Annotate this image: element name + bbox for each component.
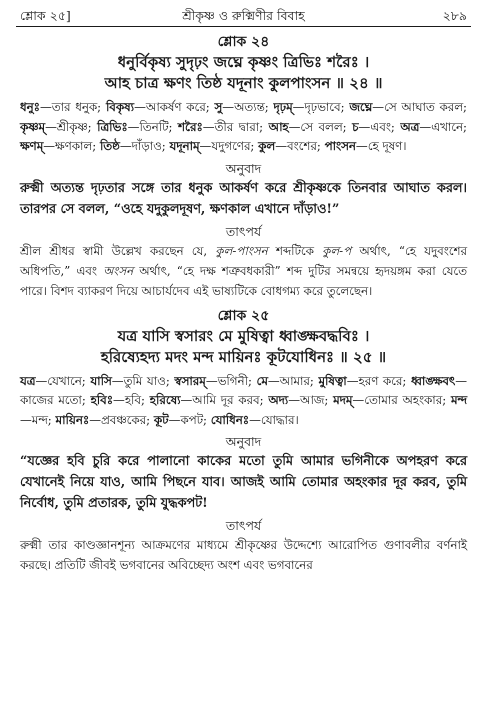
synonym-meaning: শ্রীকৃষ্ণ; (56, 119, 98, 134)
shloka-25-purport-label: তাৎপর্য (225, 518, 262, 533)
purport-term: কুল-পাংসন (215, 243, 268, 258)
synonym-term: পাংসন (324, 139, 356, 153)
synonym-term: মন্দ (450, 393, 467, 407)
synonym-meaning: কপট; (180, 412, 211, 427)
shloka-25-verse-line-1: যত্র যাসি স্বসারং মে মুষিত্বা ধ্বাঙ্ক্ষবদ্ধবিঃ । (117, 326, 370, 345)
purport-term: কুল-প (322, 243, 352, 258)
synonym-meaning: ভগিনী; (217, 373, 257, 388)
synonym-meaning: দৃঢ়ভাবে; (304, 100, 350, 114)
synonym-meaning: যদুগণের; (211, 139, 259, 153)
synonym-term: শরৈঃ (178, 119, 203, 134)
synonym-meaning: সে আঘাত করল; (384, 100, 467, 114)
shloka-24-synonyms: ধনুঃ—তার ধনুক; বিকৃষ্য—আকর্ষণ করে; সু—অত্যন্ত; দৃঢ়ম্—দৃঢ়ভাবে; জঘ্নে—সে আঘাত করল; কৃষ্ণম্—শ্রীকৃষ্ণ; ত্রিভিঃ—তিনটি; শরৈঃ—তীর দ্বারা; আহ—সে বলল; চ—এবং; অত্র—এখানে; ক্ষণম্—ক্ষণকাল; তিষ্ঠ—দাঁড়াও; যদূনাম্—যদুগণের; কুল—বংশের; পাংসন—হে দূষণ। (20, 100, 468, 153)
synonym-term: মায়িনঃ (55, 412, 90, 427)
synonym-term: স্বসারম্ (174, 373, 206, 388)
synonym-meaning: এখানে; (431, 119, 468, 134)
synonym-meaning: আকর্ষণ করে; (145, 100, 215, 114)
shloka-24-purport (20, 241, 467, 301)
synonym-term: আহ (268, 119, 289, 134)
synonym-meaning: এবং; (370, 119, 401, 134)
synonym-meaning: আজ; (300, 393, 334, 407)
synonym-term: ধ্বাঙ্ক্ষবৎ (410, 373, 456, 388)
synonym-term: যত্র (20, 373, 36, 388)
purport-text: শব্দটিকে (267, 243, 323, 258)
synonym-term: কৃষ্ণম্ (20, 119, 46, 134)
synonym-meaning: তোমার অহংকার; (364, 393, 451, 407)
synonym-meaning: হে দূষণ। (367, 139, 407, 153)
synonym-meaning: বংশের; (287, 139, 325, 153)
purport-text: শ্রীল শ্রীধর স্বামী উল্লেখ করছেন যে, (20, 243, 216, 258)
synonym-meaning: যেখানে; (47, 373, 91, 388)
shloka-25-verse-line-2: হরিষ্যেহদ্য মদং মন্দ মায়িনঃ কূটযোধিনঃ ॥ ২৫ ॥ (100, 347, 387, 366)
shloka-24-purport-label: তাৎপর্য (225, 223, 262, 239)
synonym-meaning: আমার; (279, 373, 319, 388)
synonym-term: তিষ্ঠ (99, 139, 120, 153)
synonym-meaning: সে বলল; (300, 119, 353, 134)
synonym-term: যোধিনঃ (210, 412, 250, 427)
synonym-term: হবিঃ (90, 393, 114, 407)
synonym-meaning: তার ধনুক; (51, 100, 106, 114)
shloka-25-title: শ্লোক ২৫ (217, 307, 270, 324)
synonym-term: যদূনাম্ (169, 139, 200, 153)
shloka-24-verse-line-2: আহ চাত্র ক্ষণং তিষ্ঠ যদূনাং কুলপাংসন ॥ ২৪ ॥ (104, 74, 383, 92)
synonym-meaning: তীর দ্বারা; (214, 119, 269, 134)
shloka-24-translation: রুক্মী অত্যন্ত দৃঢ়তার সঙ্গে তার ধনুক আকর্ষণ করে শ্রীকৃষ্ণকে তিনবার আঘাত করল। তারপর সে বলল, “ওহে যদুকুলদূষণ, ক্ষণকাল এখানে দাঁড়াও!” (20, 180, 467, 217)
running-header (16, 6, 471, 27)
synonym-meaning: মন্দ; (31, 412, 56, 427)
synonym-meaning: যোদ্ধার। (260, 412, 299, 427)
synonym-meaning: তিনটি; (139, 119, 179, 134)
synonym-term: কুল (258, 139, 276, 153)
shloka-24-verse-line-1: ধনুর্বিকৃষ্য সুদৃঢ়ং জঘ্নে কৃষ্ণং ত্রিভিঃ শরৈঃ । (117, 53, 370, 71)
synonym-meaning: হরণ করে; (358, 373, 411, 388)
purport-text: অর্থাৎ, “হে দক্ষ শত্রুবধকারী” শব্দ দুটির সমন্বয়ে হৃদয়ঙ্গম করা যেতে পারে। বিশদ ব্যাকরণ দিয়ে আচার্যদেব এই ভাষ্যটিকে বোধগম্য করে তুলেছেন। (20, 263, 467, 298)
shloka-24-title: শ্লোক ২৪ (217, 34, 270, 50)
synonym-meaning: অত্যন্ত; (234, 100, 274, 114)
page-number: ২৮৯ (442, 8, 467, 23)
synonym-term: চ (352, 119, 359, 134)
synonym-meaning: আমি দূর করব; (192, 393, 269, 407)
synonym-term: ক্ষণম্ (20, 139, 44, 153)
synonym-term: অত্র (400, 119, 420, 134)
synonym-term: যাসি (90, 373, 112, 388)
synonym-meaning: তুমি যাও; (123, 373, 175, 388)
synonym-term: বিকৃষ্য (105, 100, 135, 114)
shloka-25-purport: রুক্মী তার কাণ্ডজ্ঞানশূন্য আক্রমণের মাধ্যমে শ্রীকৃষ্ণের উদ্দেশ্যে আরোপিত গুণাবলীর বর্ণনাই করছে। প্রতিটি জীবই ভগবানের অবিচ্ছেদ্য অংশ এবং ভগবানের (20, 538, 467, 572)
synonym-meaning: ক্ষণকাল; (55, 139, 100, 153)
synonym-term: সু (214, 100, 223, 114)
synonym-term: কূট (153, 412, 169, 427)
synonym-term: ধনুঃ (20, 100, 40, 114)
synonym-term: মুষিত্বা (318, 373, 347, 388)
synonym-term: ত্রিভিঃ (97, 119, 128, 134)
synonym-term: দৃঢ়ম্ (273, 100, 293, 114)
synonym-term: জঘ্নে (349, 100, 373, 114)
shloka-25-translation-label: অনুবাদ (225, 434, 262, 449)
synonym-term: মদম্ (333, 393, 353, 407)
synonym-meaning: হবি; (124, 393, 150, 407)
header-verse-ref: শ্লোক ২৫] (20, 8, 71, 23)
synonym-meaning: কাজের মতো; (20, 393, 91, 407)
synonym-meaning: প্রবঞ্চকের; (100, 412, 154, 427)
shloka-25-translation: “যজ্ঞের হবি চুরি করে পালানো কাকের মতো তুমি আমার ভগিনীকে অপহরণ করে যেখানেই নিয়ে যাও, আমি পিছনে যাব। আজই আমি তোমার অহংকার দূর করব, তুমি নির্বোধ, তুমি প্রতারক, তুমি যুদ্ধকপট! (20, 454, 467, 511)
synonym-meaning: দাঁড়াও; (131, 139, 170, 153)
purport-text: অর্থাৎ, “হে যদুবংশের অধিপতি,” এবং (20, 243, 467, 278)
synonym-term: মে (256, 373, 268, 388)
shloka-25-synonyms: যত্র—যেখানে; যাসি—তুমি যাও; স্বসারম্—ভগিনী; মে—আমার; মুষিত্বা—হরণ করে; ধ্বাঙ্ক্ষবৎ—কাজের মতো; হবিঃ—হবি; হরিষ্যে—আমি দূর করব; অদ্য—আজ; মদম্—তোমার অহংকার; মন্দ—মন্দ; মায়িনঃ—প্রবঞ্চকের; কূট—কপট; যোধিনঃ—যোদ্ধার। (20, 373, 467, 427)
purport-term: অংসন (103, 263, 134, 278)
synonym-term: হরিষ্যে (149, 393, 181, 407)
shloka-24-translation-label: অনুবাদ (225, 160, 262, 176)
synonym-term: অদ্য (268, 393, 289, 407)
header-chapter-title: শ্রীকৃষ্ণ ও রুক্মিণীর বিবাহ (182, 8, 305, 23)
